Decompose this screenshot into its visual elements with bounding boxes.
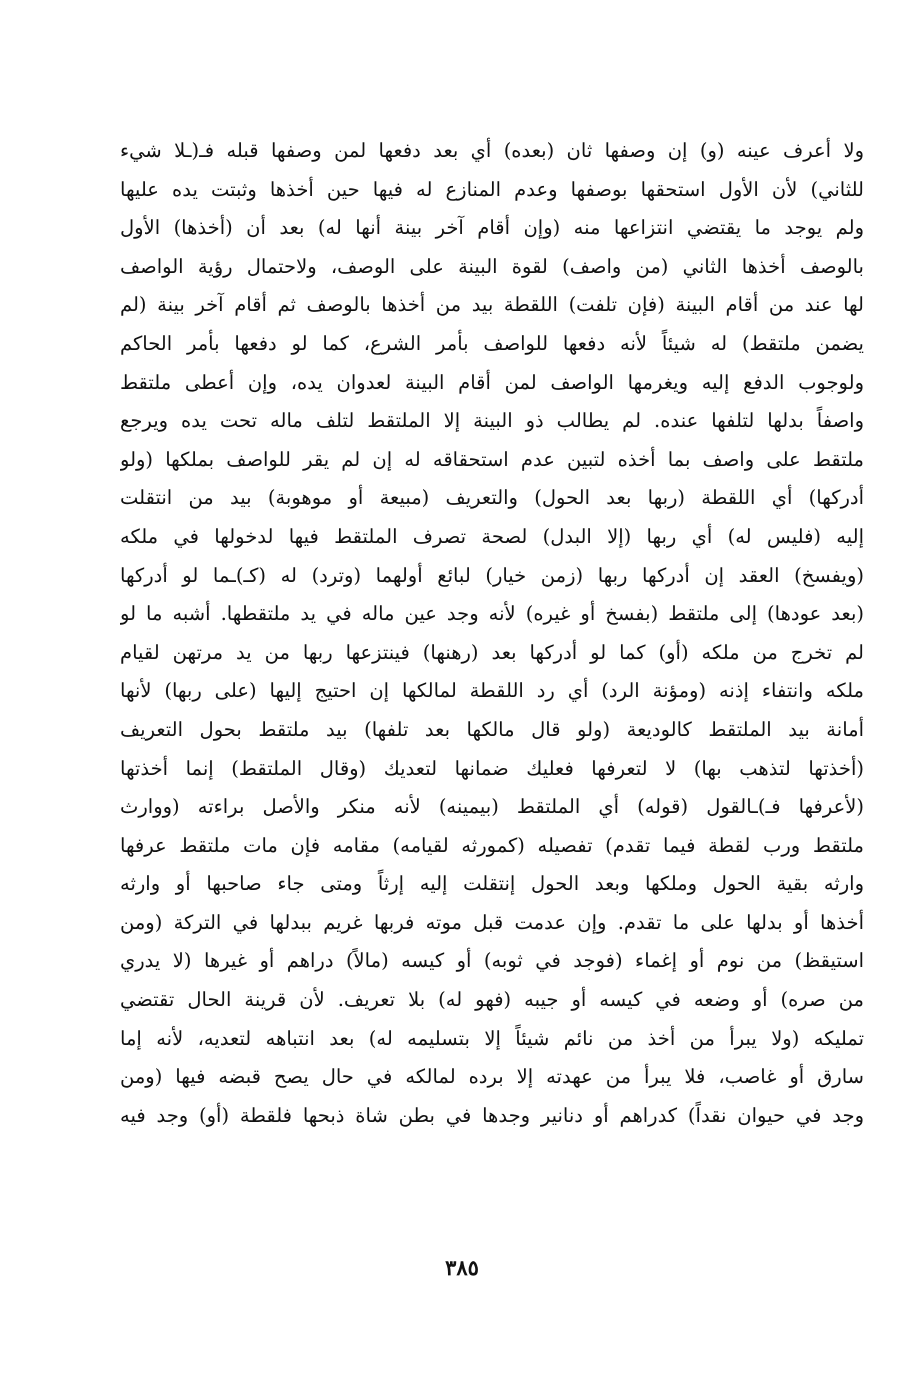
text-line: أدركها) أي اللقطة (ربها بعد الحول) والتعريف (مبيعة أو موهوبة) بيد من انتقلت xyxy=(120,486,864,510)
text-line: (ويفسخ) العقد إن أدركها ربها (زمن خيار) لبائع أولهما (وترد) له (كـ)ـما لو أدركها xyxy=(120,563,864,587)
text-line: أخذها أو بدلها على ما تقدم. وإن عدمت قبل موته فربها غريم ببدلها في التركة (ومن xyxy=(120,910,864,934)
text-line: للثاني) لأن الأول استحقها بوصفها وعدم المنازع له فيها حين أخذها وثبتت يده عليها xyxy=(120,177,864,201)
text-line: من صره) أو وضعه في كيسه أو جيبه (فهو له) بلا تعريف. لأن قرينة الحال تقتضي xyxy=(120,988,864,1012)
text-line: أمانة بيد الملتقط كالوديعة (ولو قال مالكها بعد تلفها) بيد ملتقط بحول التعريف xyxy=(120,717,864,741)
main-text xyxy=(120,132,864,1135)
text-line: ملتقط ورب لقطة فيما تقدم) تفصيله (كمورثه لقيامه) مقامه فإن مات ملتقط عرفها xyxy=(120,833,864,857)
text-line: إليه (فليس له) أي ربها (إلا البدل) لصحة تصرف الملتقط فيها لدخولها في ملكه xyxy=(120,524,864,548)
page-number: ٣٨٥ xyxy=(445,1255,479,1280)
text-line: ولم يوجد ما يقتضي انتزاعها منه (وإن أقام آخر بينة أنها له) بعد أن (أخذها) الأول xyxy=(120,216,864,240)
text-line: (بعد عودها) إلى ملتقط (بفسخ أو غيره) لأنه وجد عين ماله في يد ملتقطها. أشبه ما لو xyxy=(120,602,864,626)
text-line: بالوصف أخذها الثاني (من واصف) لقوة البينة على الوصف، ولاحتمال رؤية الواصف xyxy=(120,254,864,278)
text-line: وجد في حيوان نقداً) كدراهم أو دنانير وجدها في بطن شاة ذبحها فلقطة (أو) وجد فيه xyxy=(120,1103,864,1127)
text-line: (أخذتها لتذهب بها) لا لتعرفها فعليك ضمانها لتعديك (وقال الملتقط) إنما أخذتها xyxy=(120,756,864,780)
text-line: (لأعرفها فـ)ـالقول (قوله) أي الملتقط (بيمينه) لأنه منكر والأصل براءته (ووارث xyxy=(120,795,864,819)
text-line: يضمن ملتقط) له شيئاً لأنه دفعها للواصف بأمر الشرع، كما لو دفعها بأمر الحاكم xyxy=(120,331,864,355)
text-line: تمليكه (ولا يبرأ من أخذ من نائم شيئاً إلا بتسليمه له) بعد انتباهه لتعديه، لأنه إما xyxy=(120,1026,864,1050)
text-line: لها عند من أقام البينة (فإن تلفت) اللقطة بيد من أخذها بالوصف ثم أقام آخر بينة (لم xyxy=(120,293,864,317)
text-line: وارثه بقية الحول وملكها وبعد الحول إنتقلت إليه إرثاً ومتى جاء صاحبها أو وارثه xyxy=(120,872,864,896)
text-line: ولا أعرف عينه (و) إن وصفها ثان (بعده) أي بعد دفعها لمن وصفها قبله فـ(ـلا شيء xyxy=(120,139,864,162)
text-line: ملكه وانتفاء إذنه (ومؤنة الرد) أي رد اللقطة لمالكها إن احتيج إليها (على ربها) لأنها xyxy=(120,679,864,703)
text-line: استيقظ) من نوم أو إغماء (فوجد في ثوبه) أو كيسه (مالاً) دراهم أو غيرها (لا يدري xyxy=(120,949,864,973)
text-line: ملتقط على واصف بما أخذه لتبين عدم استحقاقه له إن لم يقر للواصف بملكها (ولو xyxy=(120,447,864,471)
text-line: لم تخرج من ملكه (أو) كما لو أدركها بعد (رهنها) فينتزعها ربها من يد مرتهن لقيام xyxy=(120,640,864,664)
text-line: سارق أو غاصب، فلا يبرأ من عهدته إلا برده لمالكه في حال يصح قبضه فيها (ومن xyxy=(120,1065,864,1089)
text-line: واصفاً بدلها لتلفها عنده. لم يطالب ذو البينة إلا الملتقط لتلف ماله تحت يده ويرجع xyxy=(120,409,864,433)
text-line: ولوجوب الدفع إليه ويغرمها الواصف لمن أقام البينة لعدوان يده، وإن أعطى ملتقط xyxy=(120,370,864,394)
